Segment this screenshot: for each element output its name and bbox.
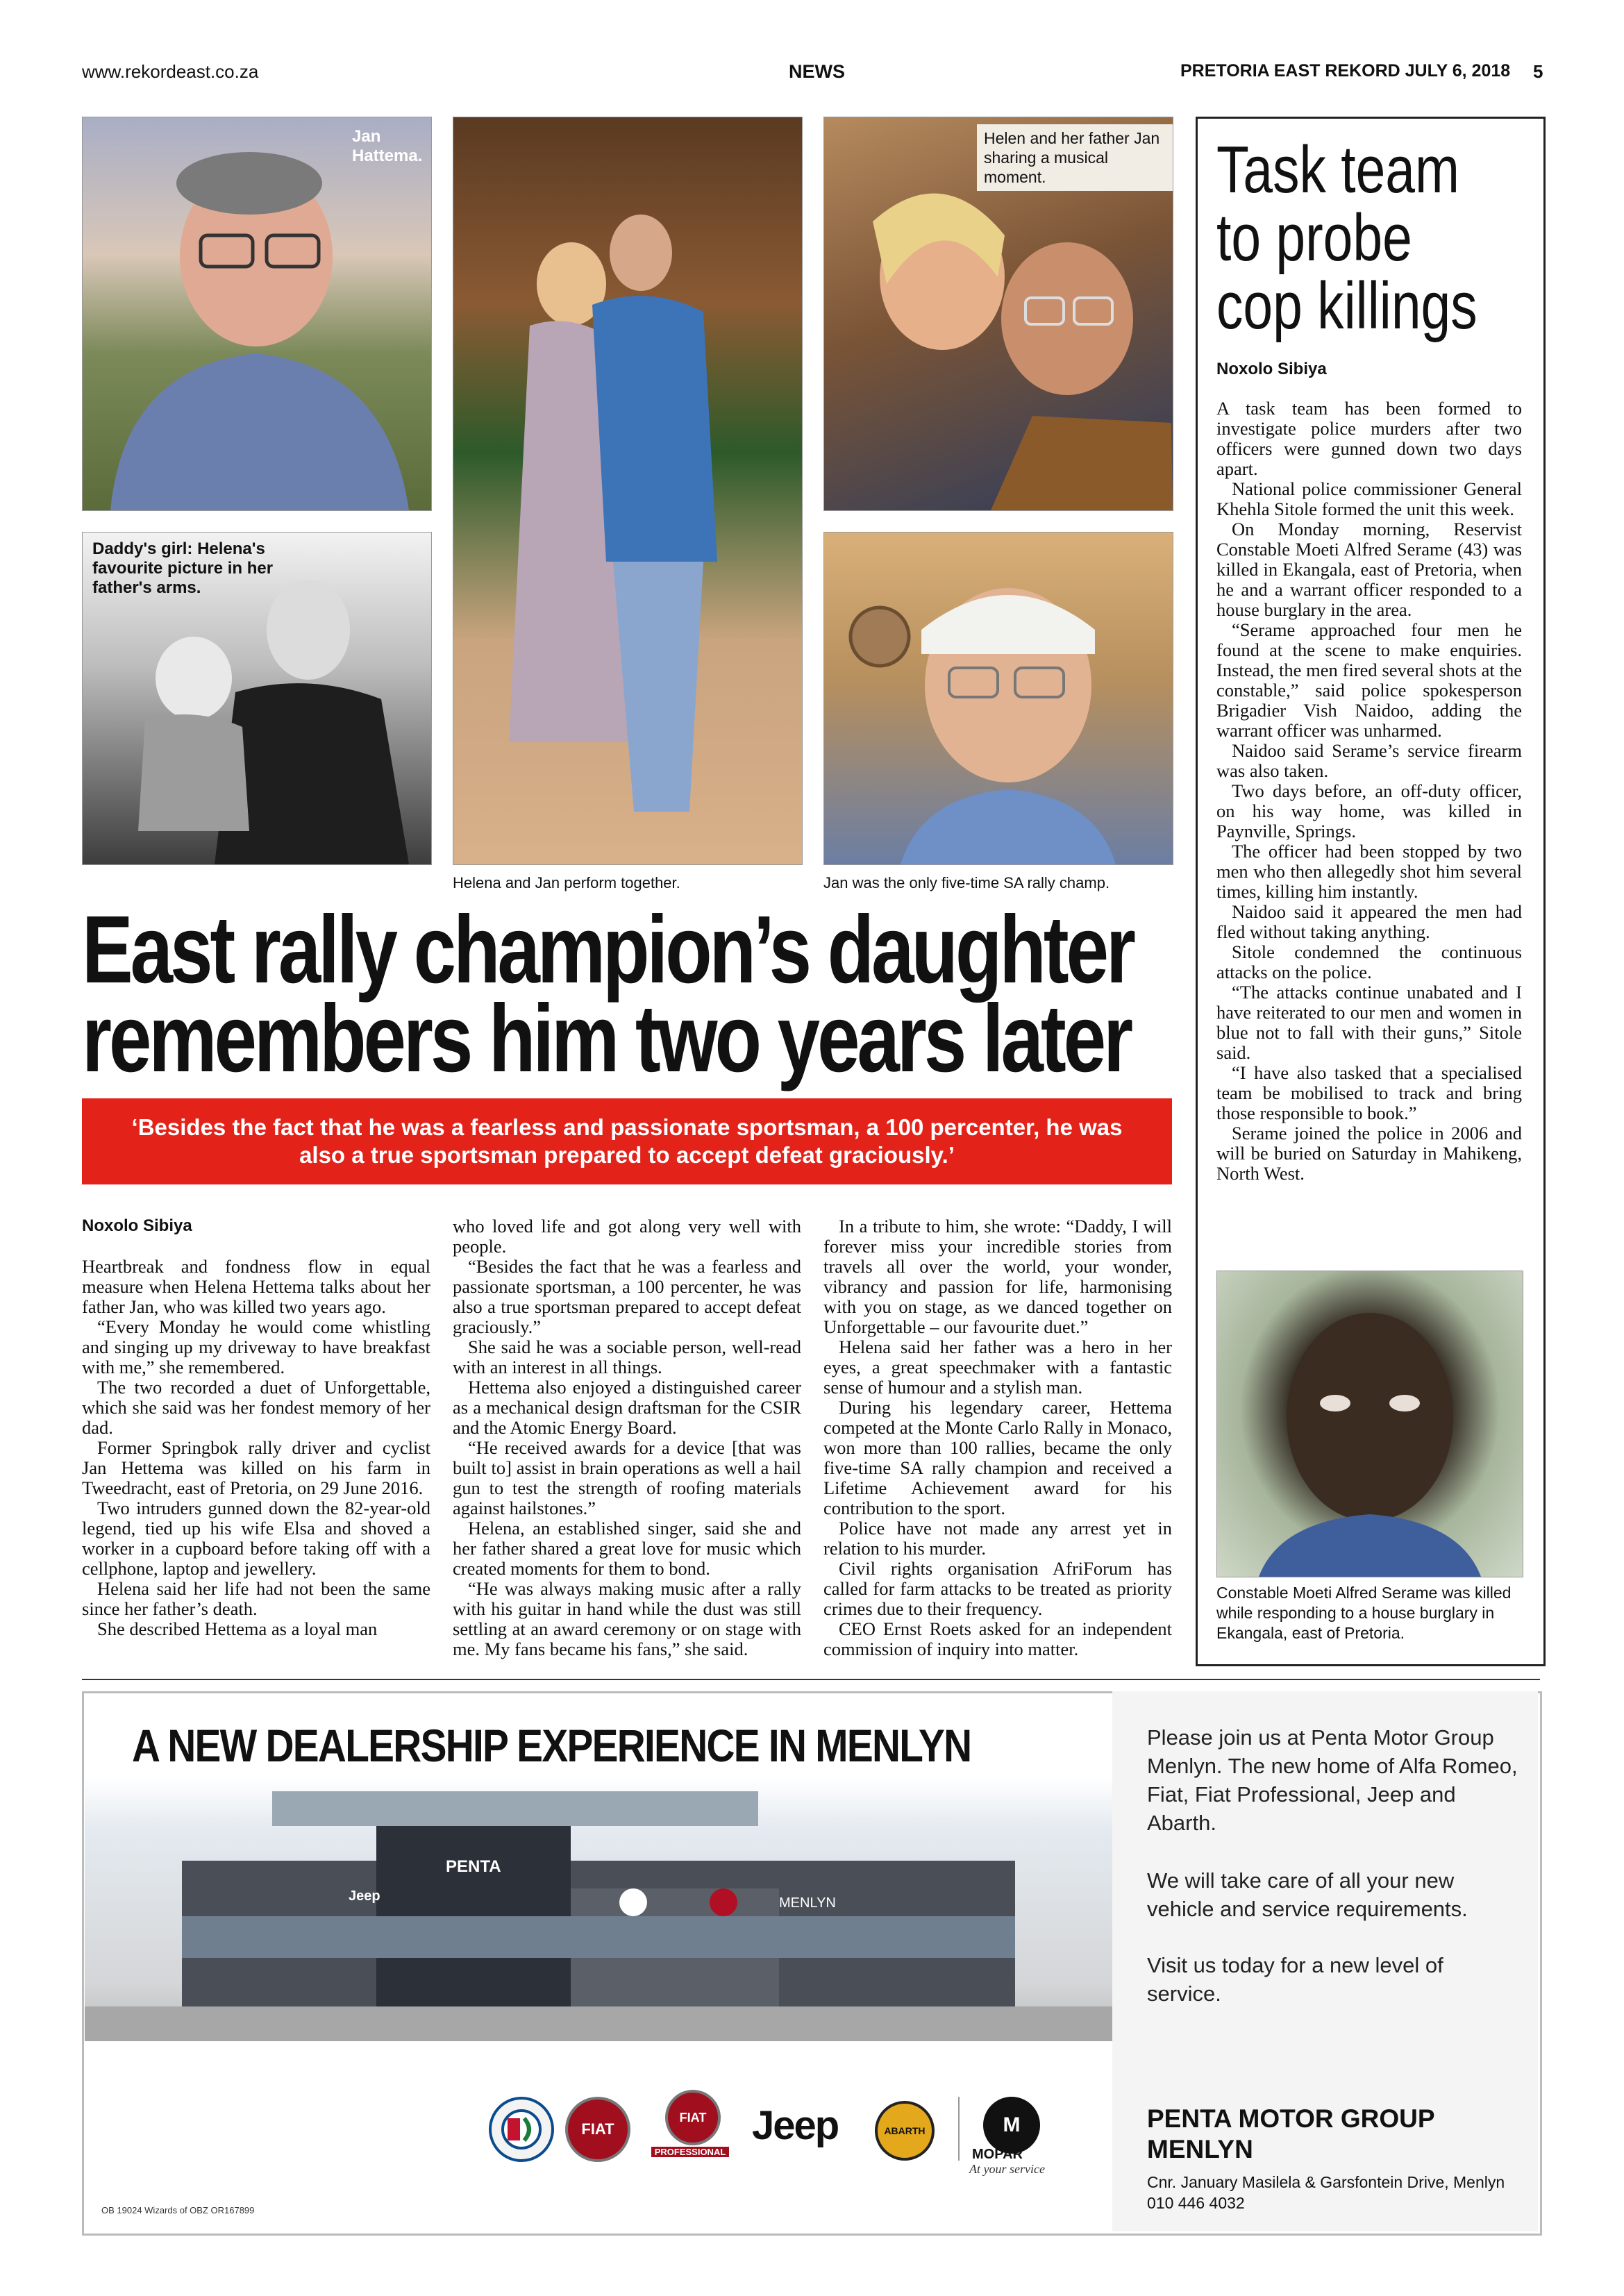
alfa-romeo-emblem-icon	[501, 2109, 542, 2150]
fiat-logo-text: FIAT	[581, 2120, 614, 2138]
paragraph: Helena said her life had not been the same since her father’s death.	[82, 1578, 430, 1619]
paragraph: Former Springbok rally driver and cyclist Jan Hettema was killed on his farm in Tweedracht, east of Pretoria, on 29 June 2016.	[82, 1437, 430, 1498]
page-number: 5	[1533, 61, 1543, 82]
ad-headline: A NEW DEALERSHIP EXPERIENCE IN MENLYN	[132, 1720, 971, 1771]
paragraph: In a tribute to him, she wrote: “Daddy, I will forever miss your incredible stories from travels all over the world, your wonder, vibrancy and passion for life, harmonising with you on stage, as we danced together on Unforgettable – our favourite duet.”	[823, 1216, 1172, 1337]
mopar-logo-icon: M	[983, 2097, 1040, 2154]
building-sign-menlyn: MENLYN	[779, 1895, 836, 1911]
fiat-professional-label: PROFESSIONAL	[651, 2147, 729, 2157]
paragraph: Helena said her father was a hero in her eyes, a great speechmaker with a fantastic sense of humour and a stylish man.	[823, 1336, 1172, 1398]
sidebar-headline-line1: Task team	[1216, 133, 1459, 207]
paragraph: “He received awards for a device [that was built to] assist in brain operations as well a hail gun to test the strength of roofing materials against hailstones.”	[453, 1437, 801, 1518]
paragraph: Hettema also enjoyed a distinguished career as a mechanical design draftsman for the CSIR and the Atomic Energy Board.	[453, 1377, 801, 1438]
paragraph: National police commissioner General Khehla Sitole formed the unit this week.	[1216, 478, 1522, 519]
paragraph: “Besides the fact that he was a fearless and passionate sportsman, a 100 percenter, he was also a true sportsman prepared to accept defeat graciously.”	[453, 1256, 801, 1337]
paragraph: CEO Ernst Roets asked for an independent commission of inquiry into matter.	[823, 1618, 1172, 1659]
website-url[interactable]: www.rekordeast.co.za	[82, 61, 259, 82]
publication-date: PRETORIA EAST REKORD JULY 6, 2018	[1180, 61, 1511, 81]
paragraph: Naidoo said it appeared the men had fled without taking anything.	[1216, 901, 1522, 942]
ad-para-2: We will take care of all your new vehicle and service requirements.	[1147, 1868, 1468, 1921]
paragraph: “The attacks continue unabated and I have reiterated to our men and women in blue not to fall with their guns,” Sitole said.	[1216, 982, 1522, 1063]
paragraph: A task team has been formed to investigate police murders after two officers were gunned down two days apart.	[1216, 398, 1522, 479]
constable-caption: Constable Moeti Alfred Serame was killed while responding to a house burglary in Ekangala, east of Pretoria.	[1216, 1584, 1512, 1642]
building-sign-jeep: Jeep	[349, 1888, 380, 1904]
paragraph: Heartbreak and fondness flow in equal measure when Helena Hettema talks about her father Jan, who was killed two years ago.	[82, 1256, 430, 1317]
logo-divider	[958, 2097, 960, 2161]
photo-daddys-girl	[82, 532, 432, 865]
abarth-logo-icon	[875, 2101, 935, 2161]
paragraph: The officer had been stopped by two men who then allegedly shot him several times, killing him instantly.	[1216, 841, 1522, 902]
paragraph: She described Hettema as a loyal man	[97, 1618, 378, 1639]
jan-label: Jan Hattema.	[352, 127, 423, 165]
sidebar-headline-line3: cop killings	[1216, 269, 1477, 343]
paragraph: The two recorded a duet of Unforgettable, which she said was her fondest memory of her dad.	[82, 1377, 430, 1438]
pull-quote-text: ‘Besides the fact that he was a fearless and passionate sportsman, a 100 percenter, he was also a true sportsman prepared to accept defeat graciously.’	[131, 1114, 1123, 1168]
rally-caption: Jan was the only five-time SA rally champ.	[823, 874, 1110, 891]
jeep-logo-text: Jeep	[752, 2103, 839, 2148]
paragraph: Two days before, an off-duty officer, on his way home, was killed in Paynville, Springs.	[1216, 780, 1522, 841]
sidebar-byline: Noxolo Sibiya	[1216, 360, 1327, 378]
ad-para-3: Visit us today for a new level of service.	[1147, 1953, 1443, 2006]
rally-champ-figure	[824, 533, 1173, 864]
article-column-2	[453, 1216, 801, 1659]
dealership-photo	[85, 1777, 1112, 2041]
paragraph: Helena, an established singer, said she and her father shared a great love for music which created moments for them to bond.	[453, 1518, 801, 1579]
paragraph: who loved life and got along very well with people.	[453, 1216, 801, 1257]
paragraph: “Every Monday he would come whistling and singing up my driveway to have breakfast with me,” she remembered.	[82, 1316, 430, 1377]
ad-phone[interactable]: 010 446 4032	[1147, 2194, 1245, 2212]
pull-quote	[82, 1098, 1172, 1184]
paragraph: During his legendary career, Hettema competed at the Monte Carlo Rally in Monaco, won more than 100 rallies, became the only five-time SA rally champion and received a Lifetime Achievement award for his contribution to the sport.	[823, 1397, 1172, 1518]
divider	[82, 1679, 1540, 1680]
fiat-pro-logo-text: FIAT	[679, 2110, 707, 2125]
paragraph: Two intruders gunned down the 82-year-old legend, tied up his wife Elsa and shoved a worker in a cupboard before taking off with a cellphone, laptop and jewellery.	[82, 1498, 430, 1579]
paragraph: “He was always making music after a rally with his guitar in hand while the dust was still settling at an award ceremony or on stage with me. My fans became his fans,” she said.	[453, 1578, 801, 1659]
section-label: NEWS	[789, 61, 845, 82]
paragraph: She said he was a sociable person, well-read with an interest in all things.	[453, 1336, 801, 1377]
photo-jan-rally-champ	[823, 532, 1173, 865]
ad-company-line2: MENLYN	[1147, 2135, 1253, 2163]
daddys-girl-caption: Daddy's girl: Helena's favourite picture in her father's arms.	[92, 539, 274, 597]
article-byline: Noxolo Sibiya	[82, 1216, 192, 1235]
mopar-logo-text: MOPAR	[972, 2147, 1023, 2162]
building-sign-penta: PENTA	[446, 1857, 501, 1876]
photo-helena-jan-perform	[453, 117, 803, 865]
abarth-logo-text: ABARTH	[884, 2125, 926, 2136]
article-column-3	[823, 1216, 1172, 1659]
alfa-romeo-logo-icon	[489, 2097, 554, 2162]
paragraph: Serame joined the police in 2006 and will be buried on Saturday in Mahikeng, North West.	[1216, 1123, 1522, 1184]
ad-company-line1: PENTA MOTOR GROUP	[1147, 2104, 1435, 2133]
helen-father-caption: Helen and her father Jan sharing a musical moment.	[977, 124, 1173, 191]
perform-caption: Helena and Jan perform together.	[453, 874, 680, 891]
sidebar-text	[1216, 399, 1522, 1184]
portrait-figure	[83, 117, 431, 510]
paragraph: Civil rights organisation AfriForum has called for farm attacks to be treated as priority crimes due to their frequency.	[823, 1558, 1172, 1619]
ad-fine-print: OB 19024 Wizards of OBZ OR167899	[101, 2205, 255, 2215]
mopar-tagline: At your service	[969, 2162, 1045, 2176]
ad-address: Cnr. January Masilela & Garsfontein Drive, Menlyn	[1147, 2173, 1505, 2191]
photo-constable-serame	[1216, 1271, 1523, 1577]
paragraph: On Monday morning, Reservist Constable Moeti Alfred Serame (43) was killed in Ekangala, east of Pretoria, when he and a warrant officer responded to a house burglary in the area.	[1216, 519, 1522, 620]
fiat-professional-logo-icon	[665, 2090, 721, 2145]
headline-line1: East rally champion’s daughter	[82, 896, 1133, 1003]
headline-line2: remembers him two years later	[82, 985, 1131, 1092]
paragraph: “Serame approached four men he found at the scene to make enquiries. Instead, the men fired several shots at the constable,” said police spokesperson Brigadier Vish Naidoo, adding the warrant officer was unharmed.	[1216, 619, 1522, 741]
article-column-1	[82, 1257, 430, 1639]
paragraph: “I have also tasked that a specialised team be mobilised to track and bring those responsible to book.”	[1216, 1062, 1522, 1123]
ad-para-1: Please join us at Penta Motor Group Menlyn. The new home of Alfa Romeo, Fiat, Fiat Professional, Jeep and Abarth.	[1147, 1725, 1518, 1835]
page-header	[82, 61, 1543, 89]
performers-figure	[453, 117, 802, 864]
fiat-logo-icon	[565, 2097, 630, 2162]
paragraph: Police have not made any arrest yet in relation to his murder.	[823, 1518, 1172, 1559]
paragraph: Naidoo said Serame’s service firearm was also taken.	[1216, 740, 1522, 781]
photo-jan-hattema	[82, 117, 432, 511]
paragraph: Sitole condemned the continuous attacks on the police.	[1216, 941, 1522, 982]
photo-helen-father-music	[823, 117, 1173, 511]
sidebar-headline-line2: to probe	[1216, 201, 1412, 275]
dealership-building	[85, 1777, 1112, 2041]
constable-figure	[1217, 1271, 1523, 1577]
